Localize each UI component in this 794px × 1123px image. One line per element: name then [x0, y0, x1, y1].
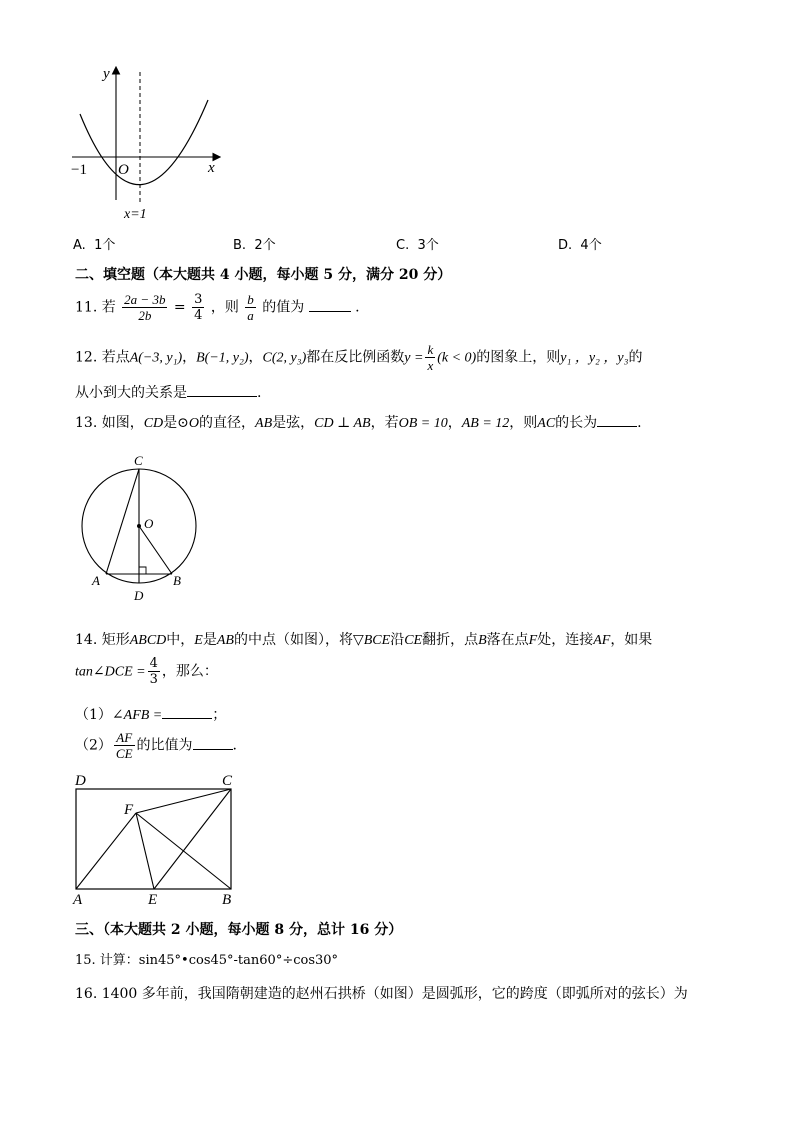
q14-t9: ，如果 [610, 632, 653, 648]
q14-t10: ，那么： [161, 663, 218, 680]
label-a: A [92, 573, 100, 588]
q14-tan-frac: $\frac{4}{3}$ [149, 656, 158, 687]
q14-t3: 是 [202, 632, 217, 648]
section2-heading: 二、填空题（本大题共 4 小题，每小题 5 分，满分 20 分） [75, 267, 452, 283]
q11-number: 11. [75, 299, 98, 316]
right-angle-mark [139, 567, 146, 574]
option-c [396, 234, 439, 253]
q11-mid: ，则 [210, 299, 239, 316]
q11-frac1: $\frac{2a - 3b}{2b}$ [124, 292, 166, 323]
question-14-part1 [75, 704, 226, 725]
q12-comma2: ， [248, 349, 263, 366]
q12-condition: (k < 0) [437, 350, 477, 366]
label-o: O [144, 516, 154, 531]
q13-t7: ，则 [509, 415, 538, 431]
parabola-curve [80, 100, 208, 185]
q13-t6: ， [447, 415, 462, 431]
label-origin: O [118, 162, 129, 178]
question-14 [75, 631, 652, 650]
q14-af: AF [593, 633, 611, 648]
question-15: 15. 计算：sin45°•cos45°-tan60°÷cos30° [75, 953, 339, 968]
q13-ac: AC [537, 416, 556, 431]
q12-de: 的 [628, 349, 643, 366]
q12-func-y: y = [404, 350, 424, 366]
option-d-letter: D. [558, 238, 573, 253]
label-a: A [73, 892, 83, 908]
q14-number: 14. [75, 632, 98, 648]
q12-point-a: A(−3, y₁) [129, 350, 183, 366]
q13-t2: 是⊙ [163, 415, 189, 431]
segment-ac [106, 469, 139, 574]
q14-p1: （1） [75, 707, 112, 723]
q12-end: . [257, 385, 262, 401]
label-d: D [75, 773, 86, 789]
label-c: C [222, 773, 233, 789]
q13-t4: 是弦， [272, 415, 315, 431]
q14-t1: 矩形 [101, 632, 130, 648]
segment-fc [136, 789, 231, 813]
q14-t5: 沿 [390, 632, 405, 648]
q11-ruo: 若 [101, 299, 116, 316]
question-14-part2 [75, 730, 237, 761]
q13-ab: AB [255, 416, 273, 431]
q11-tail: 的值为 [262, 299, 305, 316]
q14-t7: 落在点 [486, 632, 529, 648]
q14-t6: 翻折，点 [422, 632, 479, 648]
label-c: C [134, 453, 143, 468]
q14-p2-end: . [232, 737, 237, 754]
label-minus1: −1 [71, 162, 87, 178]
q12-tail: 的图象上，则 [476, 349, 561, 366]
q14-angle: ∠AFB = [111, 708, 163, 723]
q11-end: . [355, 299, 360, 316]
question-12 [75, 342, 642, 373]
rectangle-abcd [76, 789, 231, 889]
label-b: B [173, 573, 181, 588]
q14-part2-blank[interactable] [193, 735, 233, 750]
q14-t4: 的中点（如图），将▽ [233, 632, 364, 648]
q12-frac: $\frac{k}{x}$ [427, 342, 434, 373]
option-c-text: 3个 [417, 238, 439, 253]
q12-vars: y₁ ，y₂ ，y₃ [560, 350, 629, 366]
q13-ab12: AB = 12 [461, 416, 510, 431]
q12-text-a: 若点 [101, 349, 130, 366]
q12-point-c: C(2, y₃) [262, 350, 307, 366]
q11-answer-blank[interactable] [309, 297, 351, 312]
q14-e: E [194, 633, 203, 648]
q13-t1: 如图， [101, 415, 144, 431]
q12-mid: 都在反比例函数 [306, 349, 405, 366]
label-b: B [222, 892, 232, 908]
q14-ce: CE [404, 633, 423, 648]
rectangle-figure [70, 770, 245, 908]
label-axis: x=1 [124, 207, 147, 222]
segment-fe [136, 813, 154, 889]
segment-ec [154, 789, 231, 889]
q11-frac2: $\frac{3}{4}$ [194, 292, 203, 323]
q14-abcd: ABCD [129, 633, 167, 648]
q13-perp: CD ⊥ AB [314, 416, 371, 431]
question-16: 16. 1400 多年前，我国隋朝建造的赵州石拱桥（如图）是圆弧形，它的跨度（即弧所对的弦长）为 [75, 986, 688, 1002]
q12-comma1: ， [182, 349, 197, 366]
q14-bce: BCE [363, 633, 391, 648]
label-f: F [124, 802, 134, 818]
option-c-letter: C. [396, 238, 410, 253]
q14-tan: tan∠DCE = [75, 664, 146, 680]
q13-ob: OB = 10 [398, 416, 448, 431]
q14-ab: AB [216, 633, 234, 648]
q11-frac3: $\frac{b}{a}$ [247, 292, 254, 323]
q12-number: 12. [75, 349, 98, 366]
q13-o: O [188, 416, 200, 431]
q11-eq: = [173, 299, 186, 316]
q13-cd: CD [143, 416, 164, 431]
q14-t8: 处，连接 [537, 632, 594, 648]
center-point [137, 524, 141, 528]
question-14-line2 [75, 656, 218, 687]
q13-number: 13. [75, 415, 98, 431]
q13-end: . [637, 415, 642, 431]
option-a-letter: A. [73, 238, 86, 253]
q14-p1-end: ； [212, 707, 227, 723]
label-d: D [134, 588, 144, 603]
option-b [233, 234, 276, 253]
label-y: y [103, 66, 110, 82]
q12-line2-text: 从小到大的关系是 [75, 385, 187, 401]
q14-p2: （2） [75, 737, 112, 754]
q14-p2-text: 的比值为 [136, 737, 193, 754]
label-e: E [148, 892, 158, 908]
q12-point-b: B(−1, y₂) [196, 350, 249, 366]
q12-answer-blank[interactable] [187, 382, 257, 397]
q13-t3: 的直径， [199, 415, 256, 431]
section3-heading: 三、（本大题共 2 小题，每小题 8 分，总计 16 分） [75, 922, 403, 938]
parabola-figure [66, 60, 236, 225]
option-b-letter: B. [233, 238, 247, 253]
option-a [73, 234, 115, 253]
question-12-line2 [75, 382, 261, 402]
label-x: x [208, 160, 215, 176]
option-a-text: 1个 [94, 238, 116, 253]
q13-answer-blank[interactable] [597, 412, 637, 427]
option-d-text: 4个 [580, 238, 602, 253]
q14-f: F [528, 633, 538, 648]
segment-af [76, 813, 136, 889]
option-d [558, 234, 602, 253]
circle-figure [74, 452, 204, 604]
q13-t5: ，若 [370, 415, 399, 431]
q14-t2: 中， [166, 632, 195, 648]
q14-part1-blank[interactable] [162, 704, 212, 719]
question-11 [75, 292, 360, 323]
option-b-text: 2个 [254, 238, 276, 253]
q13-t8: 的长为 [555, 415, 598, 431]
q14-ratio-frac: $\frac{AF}{CE}$ [115, 730, 133, 761]
q14-b: B [478, 633, 487, 648]
question-13 [75, 412, 642, 433]
